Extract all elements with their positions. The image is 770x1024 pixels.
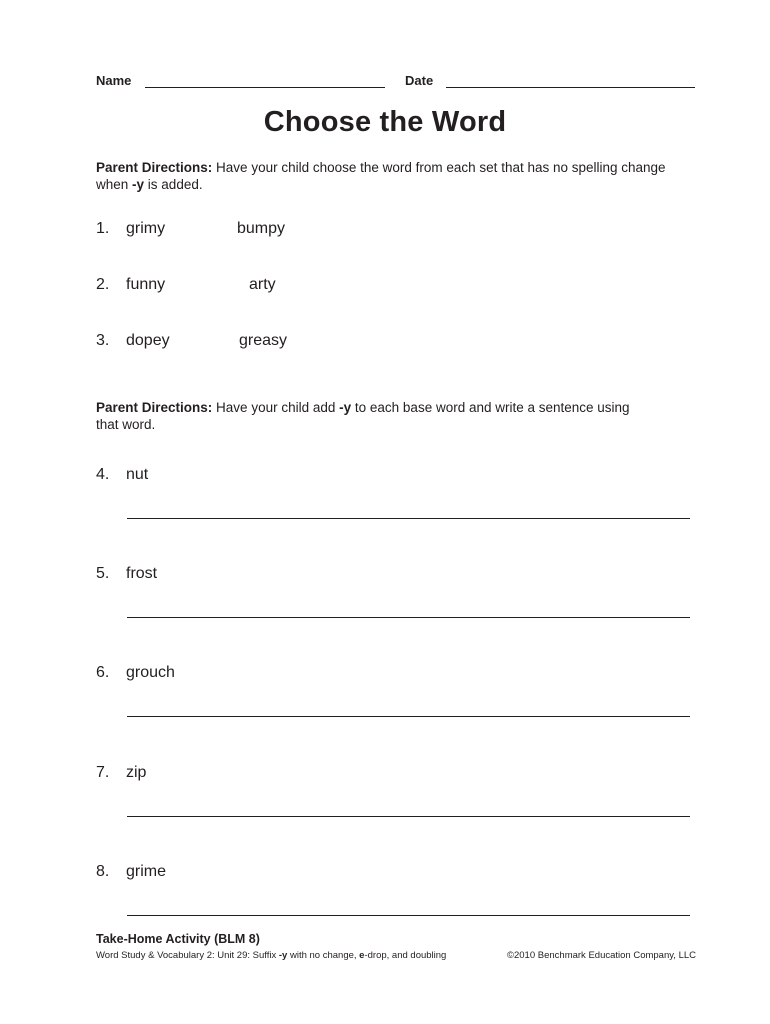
page-title: Choose the Word [263,106,507,138]
answer-line[interactable] [127,518,690,519]
answer-line[interactable] [127,716,690,717]
section2-directions-text-1a: Have your child add [216,400,340,415]
base-word: grime [126,863,167,880]
section2-directions [96,399,696,433]
date-line[interactable] [446,87,695,88]
footer-activity-title: Take-Home Activity (BLM 8) [96,932,260,946]
choice-word-b[interactable]: arty [249,276,276,293]
footer-course-text-2: with no change, [287,950,360,961]
section1-directions-suffix: -y [132,177,145,192]
section2-directions-suffix: -y [339,400,352,415]
footer-course-text-1: Word Study & Vocabulary 2: Unit 29: Suffix [96,950,279,961]
date-label: Date [405,73,434,88]
footer-course-info [96,950,446,961]
answer-line[interactable] [127,617,690,618]
answer-line[interactable] [127,915,690,916]
section2-directions-text-2: that word. [96,417,156,432]
section1-directions [96,159,696,193]
section2-directions-text-1b: to each base word and write a sentence using [351,400,630,415]
item-number: 5. [96,565,110,582]
name-line[interactable] [145,87,385,88]
base-word: frost [126,565,158,582]
name-label: Name [96,73,132,88]
answer-line[interactable] [127,816,690,817]
item-number: 8. [96,863,110,880]
choice-word-b[interactable]: greasy [239,332,288,349]
item-number: 1. [96,220,110,237]
section1-directions-text-2b: is added. [144,177,203,192]
section2-directions-label: Parent Directions: [96,400,213,415]
item-number: 4. [96,466,110,483]
choice-word-a[interactable]: funny [126,276,166,293]
base-word: zip [126,764,147,781]
item-number: 3. [96,332,110,349]
footer-copyright: ©2010 Benchmark Education Company, LLC [506,950,696,961]
section1-directions-label: Parent Directions: [96,160,213,175]
item-number: 6. [96,664,110,681]
footer-course-text-3: -drop, and doubling [364,950,447,961]
choice-word-a[interactable]: grimy [126,220,166,237]
item-number: 7. [96,764,110,781]
footer-course-suffix-y: -y [278,950,288,961]
item-number: 2. [96,276,110,293]
section1-directions-text-2a: when [96,177,133,192]
choice-word-a[interactable]: dopey [126,332,170,349]
choice-word-b[interactable]: bumpy [237,220,286,237]
section1-directions-text: Have your child choose the word from each set that has no spelling change [216,160,666,175]
base-word: nut [126,466,149,483]
base-word: grouch [126,664,175,681]
footer-course-suffix-e: e [359,950,365,961]
